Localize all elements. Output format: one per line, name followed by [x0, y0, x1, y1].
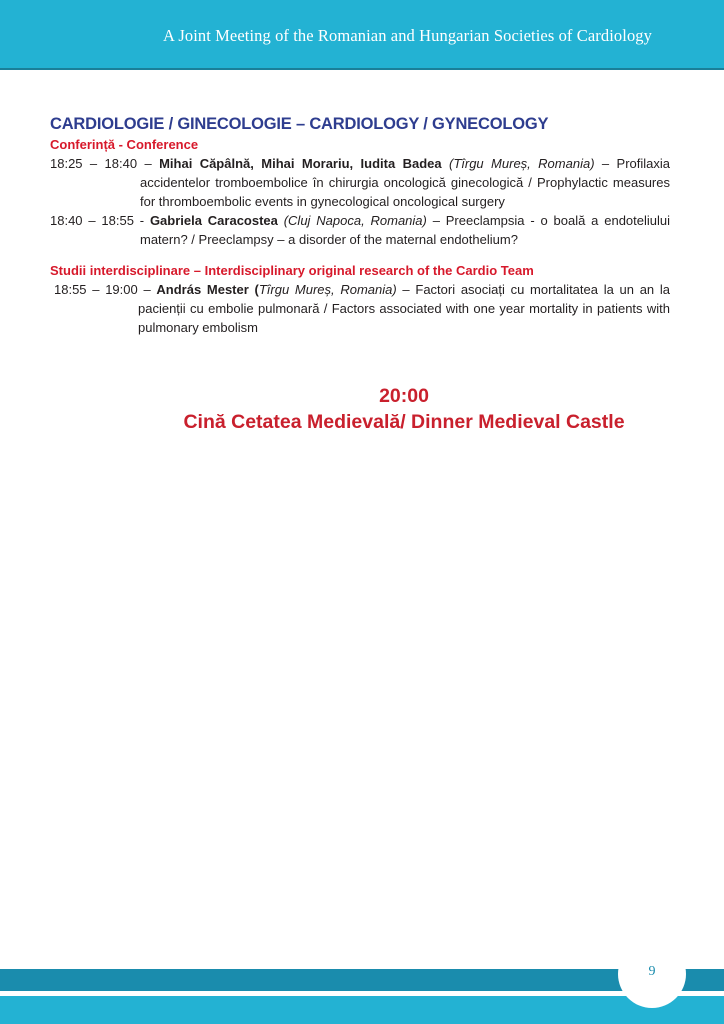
- dinner-block: [0, 383, 724, 435]
- entry-authors: Mihai Căpâlnă, Mihai Morariu, Iudita Badea: [159, 156, 442, 171]
- entry-time: 18:40 – 18:55 -: [50, 213, 150, 228]
- interdisciplinary-label: Studii interdisciplinare – Interdisciplinary original research of the Cardio Team: [50, 263, 534, 278]
- dinner-label: Cină Cetatea Medievală/ Dinner Medieval Castle: [183, 411, 625, 433]
- entry-affiliation: (Tîrgu Mureș, Romania): [441, 156, 595, 171]
- entry-title: – Preeclampsia - o boală a endoteliului matern? / Preeclampsy – a disorder of the maternal endothelium?: [140, 213, 671, 247]
- entry-title: – Profilaxia accidentelor tromboembolice în chirurgia oncologică ginecologică / Prophylactic measures for thromboembolic events in gynecological oncological surgery: [140, 156, 671, 209]
- dinner-time: 20:00: [379, 385, 429, 407]
- entry-affiliation: (Cluj Napoca, Romania): [277, 213, 427, 228]
- page-number: 9: [648, 964, 656, 979]
- entry-time: 18:55 – 19:00 –: [54, 282, 157, 297]
- program-content: [50, 115, 670, 337]
- entry-affiliation: Tîrgu Mureș, Romania): [258, 282, 397, 297]
- program-entry: [50, 280, 670, 337]
- entry-authors: Gabriela Caracostea: [149, 213, 278, 228]
- header-title: A Joint Meeting of the Romanian and Hungarian Societies of Cardiology: [163, 26, 652, 45]
- program-entry: [50, 154, 670, 211]
- conference-label: Conferință - Conference: [50, 137, 199, 152]
- entry-authors: András Mester (: [156, 282, 259, 297]
- footer-band-light: [0, 996, 724, 1024]
- program-entry: [50, 211, 670, 249]
- footer-band-dark: [0, 969, 724, 991]
- entry-time: 18:25 – 18:40 –: [50, 156, 160, 171]
- section-title: CARDIOLOGIE / GINECOLOGIE – CARDIOLOGY / GYNECOLOGY: [50, 115, 549, 133]
- entry-title: – Factori asociați cu mortalitatea la un an la pacienții cu embolie pulmonară / Factors associated with one year mortality in patients with pulmonary embolism: [138, 282, 670, 335]
- header-bar: [0, 0, 724, 70]
